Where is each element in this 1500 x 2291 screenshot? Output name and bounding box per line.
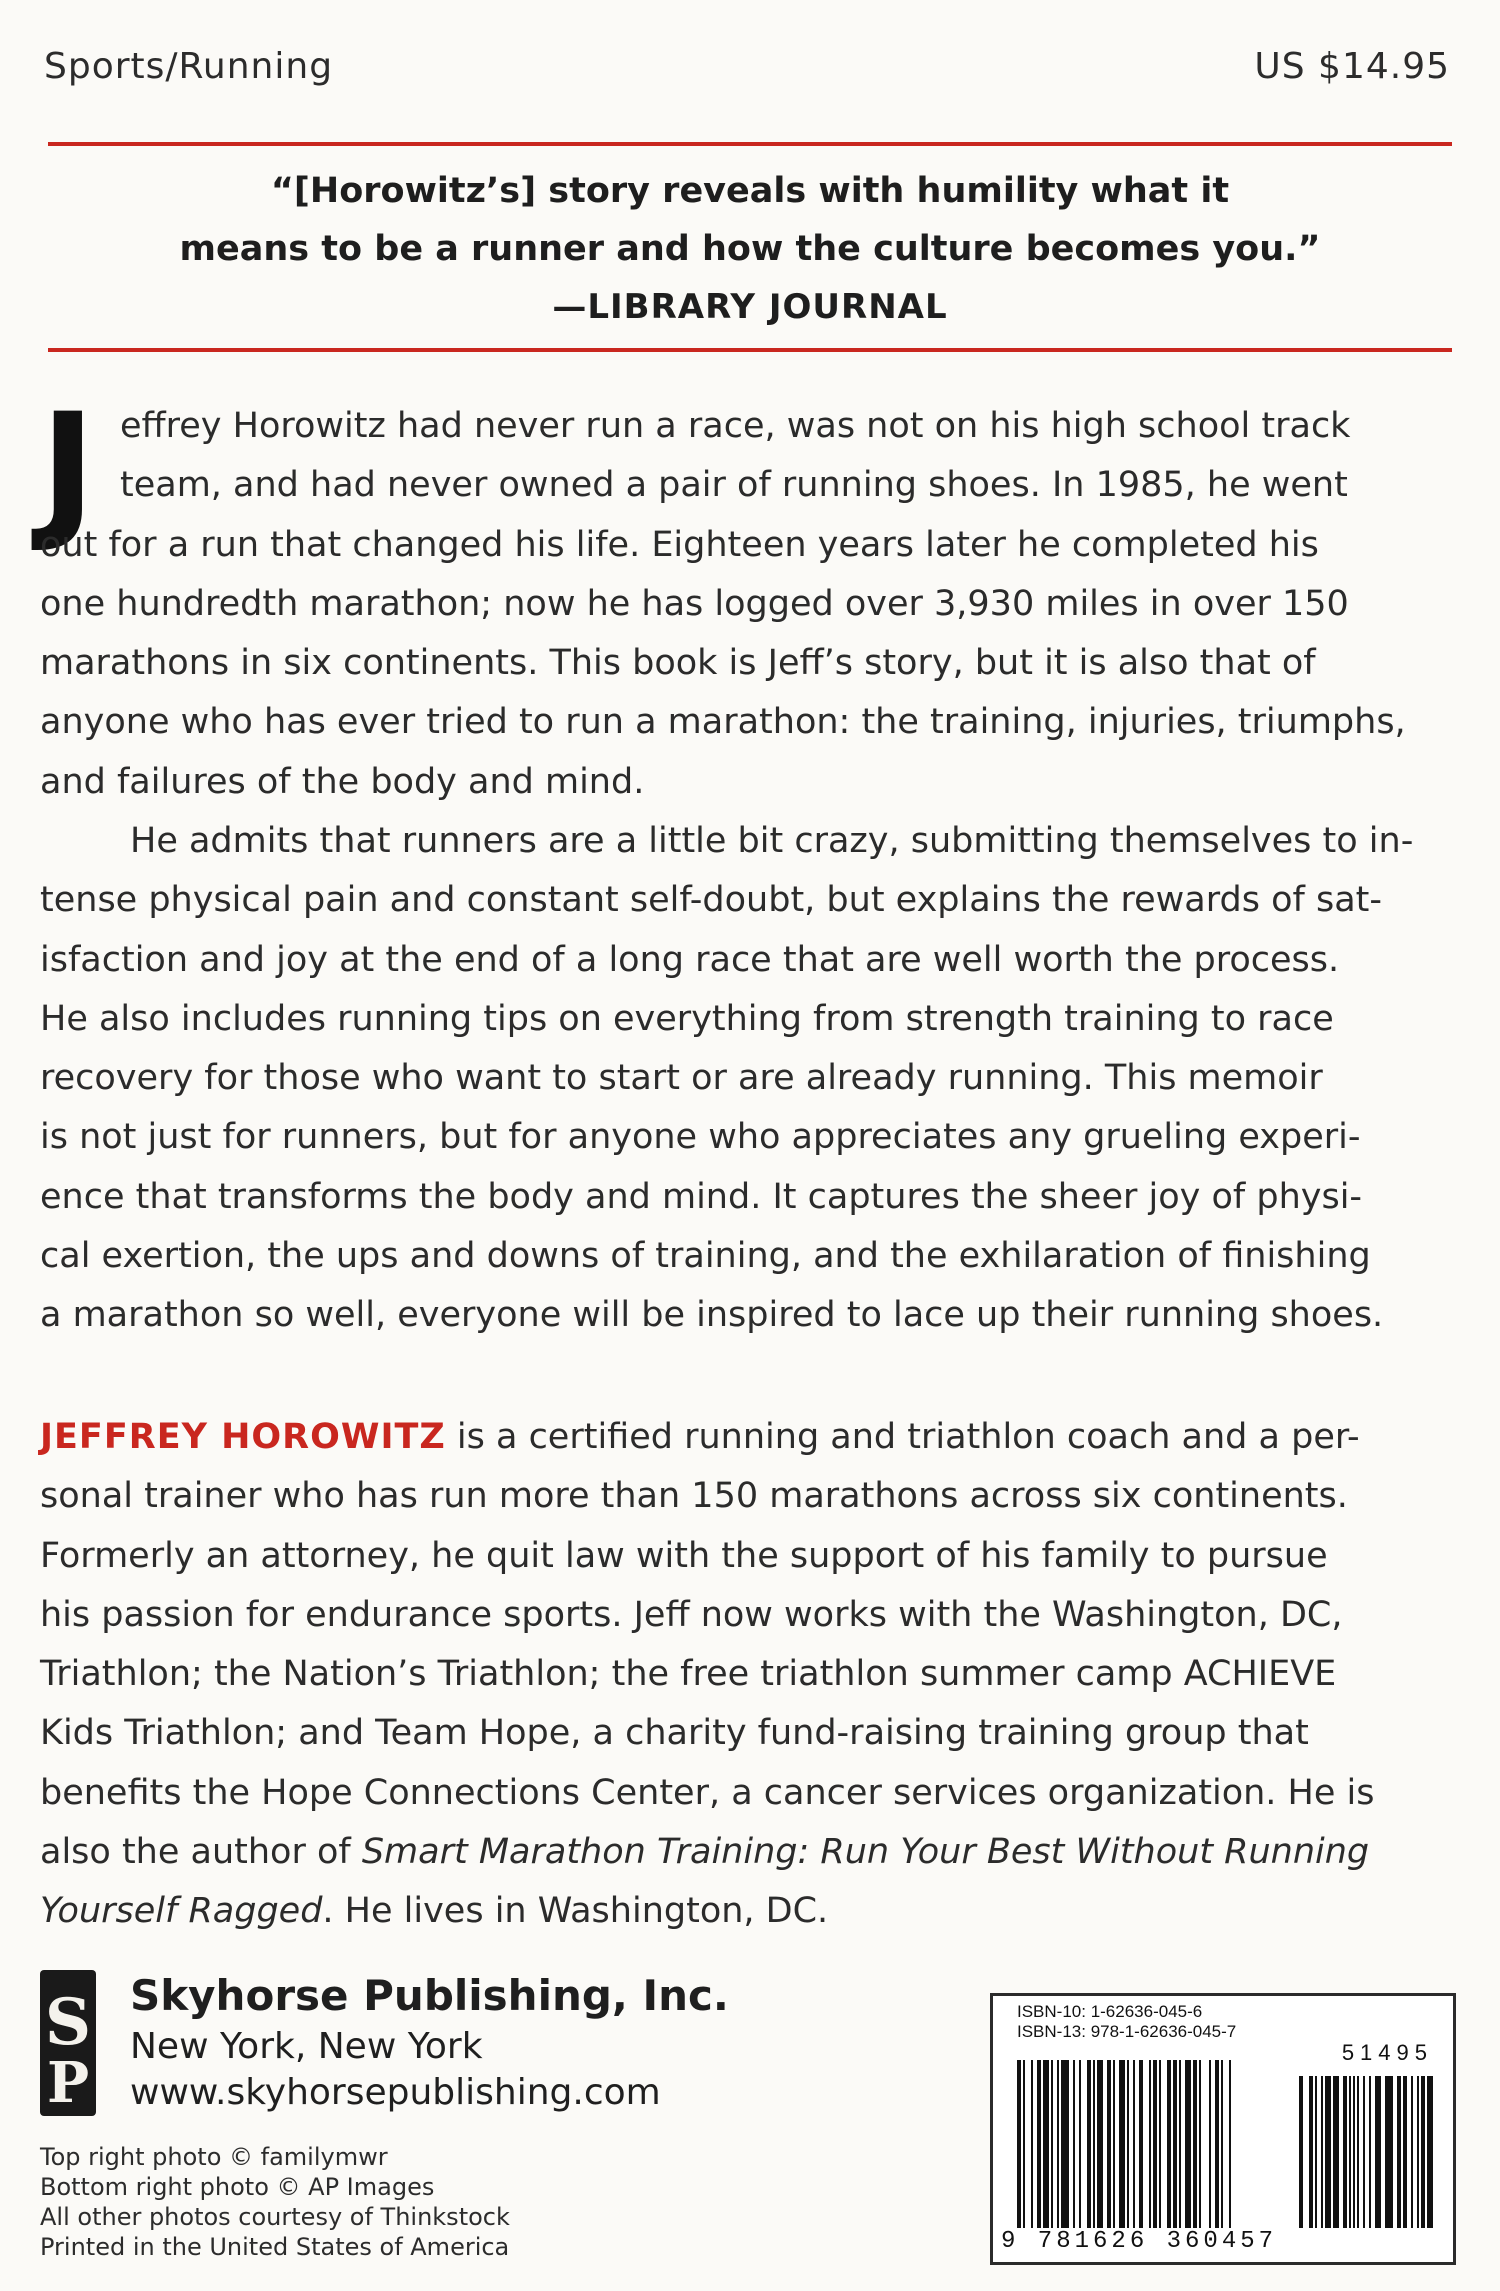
isbn-barcode-box xyxy=(990,1993,1456,2265)
text-line xyxy=(40,1882,1460,1941)
text-line: one hundredth marathon; now he has logged over 3,930 miles in over 150 xyxy=(40,583,1349,624)
drop-cap: J xyxy=(40,382,96,556)
text-line: recovery for those who want to start or are already running. This memoir xyxy=(40,1058,1323,1099)
credit-line: All other photos courtesy of Thinkstock xyxy=(40,2203,510,2231)
isbn-10: ISBN-10: 1-62636-045-6 xyxy=(1017,2002,1203,2021)
text-line: cal exertion, the ups and downs of training, and the exhilaration of finishing xyxy=(40,1236,1371,1277)
isbn-text xyxy=(1017,2002,1236,2042)
description-paragraph-1 xyxy=(40,397,1460,812)
publisher-name: Skyhorse Publishing, Inc. xyxy=(130,1971,729,2020)
description-paragraph-2 xyxy=(40,812,1460,1346)
text-line: effrey Horowitz had never run a race, was not on his high school track xyxy=(120,406,1351,446)
review-quote xyxy=(150,162,1350,336)
text-line: tense physical pain and constant self-doubt, but explains the rewards of sat- xyxy=(40,880,1382,921)
top-divider xyxy=(48,142,1452,146)
text-line: team, and had never owned a pair of running shoes. In 1985, he went xyxy=(120,465,1348,506)
text-line: marathons in six continents. This book is Jeff’s story, but it is also that of xyxy=(40,643,1316,684)
isbn-13: ISBN-13: 978-1-62636-045-7 xyxy=(1017,2022,1237,2041)
credit-line: Printed in the United States of America xyxy=(40,2233,510,2261)
svg-text:S: S xyxy=(44,1985,92,2060)
text-line: Formerly an attorney, he quit law with the support of his family to pursue xyxy=(40,1535,1328,1576)
text-line: isfaction and joy at the end of a long race that are well worth the process. xyxy=(40,939,1340,980)
photo-credits xyxy=(40,2142,510,2262)
publisher-logo xyxy=(40,1970,96,2116)
bottom-divider xyxy=(48,348,1452,352)
text-line: his passion for endurance sports. Jeff now works with the Washington, DC, xyxy=(40,1594,1343,1635)
text-line: a marathon so well, everyone will be inspired to lace up their running shoes. xyxy=(40,1295,1384,1336)
category-label: Sports/Running xyxy=(44,46,334,87)
text-line: is not just for runners, but for anyone who appreciates any grueling experi- xyxy=(40,1117,1361,1158)
svg-text:P: P xyxy=(46,2050,90,2116)
text-line: He admits that runners are a little bit crazy, submitting themselves to in- xyxy=(130,821,1414,861)
quote-attribution: —LIBRARY JOURNAL xyxy=(552,287,948,327)
quote-line-1: “[Horowitz’s] story reveals with humility what it xyxy=(270,171,1230,211)
bio-line-8-start: also the author of xyxy=(40,1832,362,1873)
text-line: He also includes running tips on everything from strength training to race xyxy=(40,998,1334,1039)
text-line: sonal trainer who has run more than 150 marathons across six continents. xyxy=(40,1476,1348,1517)
barcode-digits: 9 781626 360457 xyxy=(1001,2228,1278,2255)
text-line: Triathlon; the Nation’s Triathlon; the free triathlon summer camp ACHIEVE xyxy=(40,1654,1337,1695)
publisher-website[interactable]: www.skyhorsepublishing.com xyxy=(130,2072,661,2113)
price-label: US $14.95 xyxy=(1254,46,1450,87)
text-line xyxy=(40,1823,1460,1882)
text-line xyxy=(40,1408,1460,1467)
text-line: anyone who has ever tried to run a marathon: the training, injuries, triumphs, xyxy=(40,702,1406,743)
credit-line: Top right photo © familymwr xyxy=(40,2143,388,2171)
text-line: Kids Triathlon; and Team Hope, a charity fund-raising training group that xyxy=(40,1713,1309,1754)
publisher-city: New York, New York xyxy=(130,2026,483,2067)
bio-line-9-end: . He lives in Washington, DC. xyxy=(322,1891,829,1932)
quote-line-2: means to be a runner and how the culture becomes you.” xyxy=(179,229,1321,269)
book-title-part-2: Yourself Ragged xyxy=(40,1891,323,1932)
text-line: and failures of the body and mind. xyxy=(40,761,645,802)
bio-line-1-rest: is a certified running and triathlon coach and a per- xyxy=(445,1417,1360,1457)
price-code: 51495 xyxy=(1341,2040,1433,2065)
barcode-bars-icon xyxy=(1017,2046,1437,2228)
text-line: out for a run that changed his life. Eighteen years later he completed his xyxy=(40,524,1319,565)
text-line: ence that transforms the body and mind. It captures the sheer joy of physi- xyxy=(40,1176,1363,1217)
sp-logo-icon xyxy=(40,1970,96,2116)
author-name: JEFFREY HOROWITZ xyxy=(40,1417,446,1457)
book-title-part-1: Smart Marathon Training: Run Your Best Without Running xyxy=(361,1832,1370,1873)
publisher-info xyxy=(130,1968,729,2116)
author-bio xyxy=(40,1408,1460,1942)
credit-line: Bottom right photo © AP Images xyxy=(40,2173,435,2201)
text-line: benefits the Hope Connections Center, a cancer services organization. He is xyxy=(40,1772,1375,1813)
